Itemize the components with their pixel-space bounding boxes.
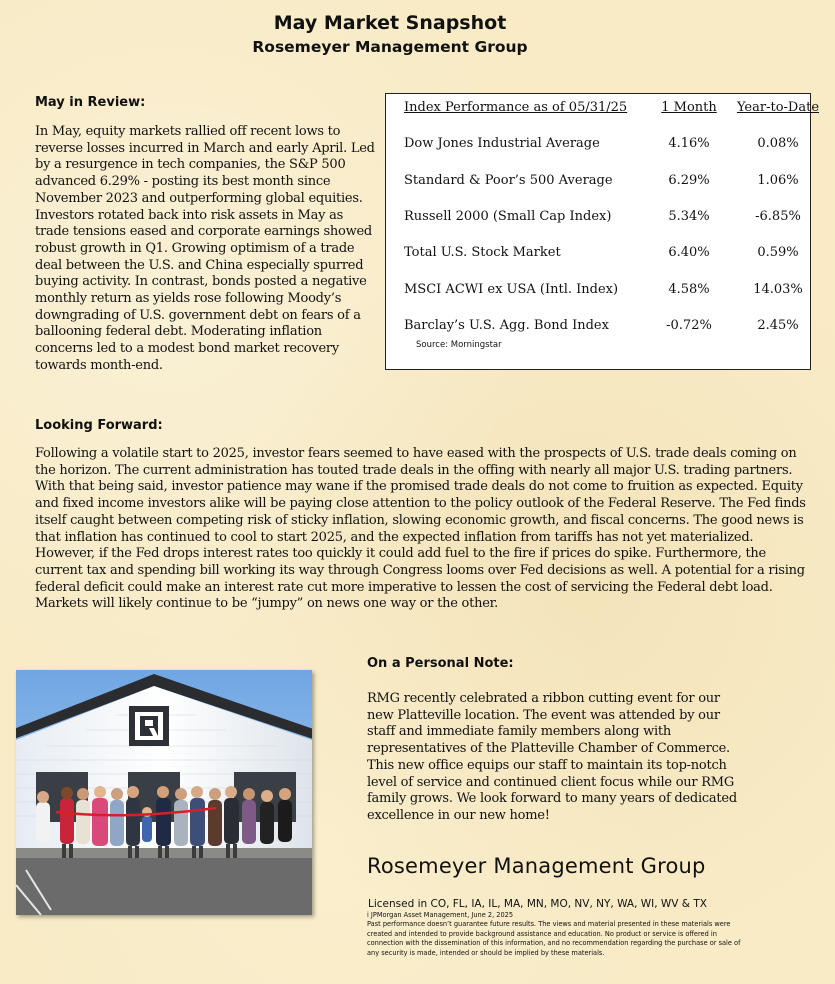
table-row xyxy=(404,245,804,263)
row-index-name: MSCI ACWI ex USA (Intl. Index) xyxy=(404,282,619,297)
page-title: May Market Snapshot xyxy=(273,12,507,34)
forward-heading: Looking Forward: xyxy=(35,418,163,433)
row-ytd: 0.08% xyxy=(757,136,799,151)
header-ytd: Year-to-Date xyxy=(736,100,820,115)
licensing-states: Licensed in CO, FL, IA, IL, MA, MN, MO, NV, NY, WA, WI, WV & TX xyxy=(368,898,707,910)
row-index-name: Barclay’s U.S. Agg. Bond Index xyxy=(404,318,609,333)
row-1-month: 4.58% xyxy=(668,282,710,297)
row-index-name: Total U.S. Stock Market xyxy=(404,245,561,260)
row-1-month: -0.72% xyxy=(666,318,712,333)
index-performance-table xyxy=(385,93,820,370)
forward-paragraph: Following a volatile start to 2025, investor fears seemed to have eased with the prospects of U.S. trade deals coming on the horizon. The current administration has touted trade deals in the offing with nearly all major U.S. trading partners. With that being said, investor patience may wane if the promised trade deals do not come to fruition as expected. Equity and fixed income investors alike will be paying close attention to the policy outlook of the Federal Reserve. The Fed finds itself caught between competing risk of sticky inflation, slowing economic growth, and fiscal concerns. The good news is that inflation has continued to cool to start 2025, and the expected inflation from tariffs has not yet materialized. However, if the Fed drops interest rates too quickly it could add fuel to the fire if prices do spike. Furthermore, the current tax and spending bill working its way through Congress looms over Fed decisions as well. A potential for a rising federal deficit could make an interest rate cut more imperative to lessen the cost of servicing the Federal debt load. Markets will likely continue to be “jumpy” on news one way or the other. xyxy=(35,446,806,612)
row-index-name: Standard & Poor’s 500 Average xyxy=(404,173,613,188)
row-ytd: 2.45% xyxy=(757,318,799,333)
review-heading: May in Review: xyxy=(35,95,146,110)
page-subtitle: Rosemeyer Management Group xyxy=(252,38,528,56)
table-row xyxy=(404,318,804,336)
company-name: Rosemeyer Management Group xyxy=(367,854,706,878)
row-1-month: 6.40% xyxy=(668,245,710,260)
header-1-month: 1 Month xyxy=(661,100,717,115)
table-header-row xyxy=(404,100,820,118)
personal-paragraph: RMG recently celebrated a ribbon cutting event for our new Platteville location. The event was attended by our staff and immediate family members along with representatives of the Platteville Chamber of Commerce. This new office equips our staff to maintain its top-notch level of service and continued client focus while our RMG family grows. We look forward to many years of dedicated excellence in our new home! xyxy=(367,691,737,823)
row-ytd: 0.59% xyxy=(757,245,799,260)
personal-heading: On a Personal Note: xyxy=(367,656,514,671)
table-row xyxy=(404,282,804,300)
ribbon-cutting-photo xyxy=(16,670,312,915)
table-row xyxy=(404,209,804,227)
row-index-name: Russell 2000 (Small Cap Index) xyxy=(404,209,612,224)
table-row xyxy=(404,136,804,154)
citation-note: i JPMorgan Asset Management, June 2, 2025 xyxy=(367,911,514,919)
row-ytd: 1.06% xyxy=(757,173,799,188)
row-index-name: Dow Jones Industrial Average xyxy=(404,136,600,151)
header-index: Index Performance as of 05/31/25 xyxy=(404,100,628,115)
row-ytd: 14.03% xyxy=(753,282,803,297)
table-row xyxy=(404,173,804,191)
review-paragraph: In May, equity markets rallied off recent lows to reverse losses incurred in March and early April. Led by a resurgence in tech companies, the S&P 500 advanced 6.29% - posting its best month since November 2023 and outperforming global equities. Investors rotated back into risk assets in May as trade tensions eased and corporate earnings showed robust growth in Q1. Growing optimism of a trade deal between the U.S. and China especially spurred buying activity. In contrast, bonds posted a negative monthly return as yields rose following Moody’s downgrading of U.S. government debt on fears of a ballooning federal debt. Moderating inflation concerns led to a modest bond market recovery towards month-end. xyxy=(35,124,375,373)
row-1-month: 4.16% xyxy=(668,136,710,151)
table-source-note: Source: Morningstar xyxy=(416,340,502,350)
row-1-month: 5.34% xyxy=(668,209,710,224)
row-ytd: -6.85% xyxy=(755,209,801,224)
disclaimer-text: Past performance doesn’t guarantee future results. The views and material presented in these materials were created and intended to provide background assistance and education. No product or service is offered in connection with the dissemination of this information, and no recommendation regarding the purchase or sale of any security is made, intended or should be implied by these materials. xyxy=(367,920,741,957)
row-1-month: 6.29% xyxy=(668,173,710,188)
fine-print xyxy=(367,911,747,958)
